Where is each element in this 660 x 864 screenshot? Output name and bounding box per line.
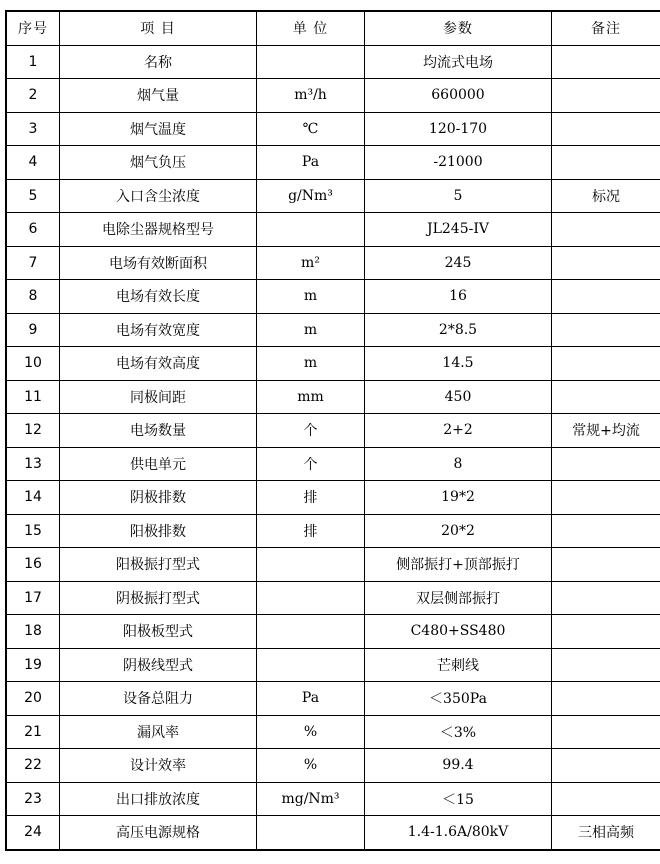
cell-unit: m [257, 280, 365, 314]
cell-item: 阳极振打型式 [60, 548, 257, 582]
cell-item: 阴极排数 [60, 481, 257, 515]
cell-item: 电场有效高度 [60, 347, 257, 381]
cell-note: 常规+均流 [552, 414, 660, 448]
cell-no: 18 [6, 615, 60, 649]
cell-no: 21 [6, 715, 60, 749]
table-row [6, 246, 660, 280]
table-row [6, 715, 660, 749]
table-row [6, 481, 660, 515]
cell-note [552, 749, 660, 783]
table-row [6, 414, 660, 448]
cell-no: 19 [6, 648, 60, 682]
cell-no: 11 [6, 380, 60, 414]
cell-param: 99.4 [365, 749, 552, 783]
table-row [6, 146, 660, 180]
cell-item: 名称 [60, 45, 257, 79]
cell-no: 8 [6, 280, 60, 314]
cell-item: 烟气负压 [60, 146, 257, 180]
cell-unit [257, 213, 365, 247]
cell-note: 三相高频 [552, 816, 660, 850]
cell-note [552, 112, 660, 146]
cell-item: 阴极振打型式 [60, 581, 257, 615]
table-header [6, 11, 660, 45]
header-note: 备注 [552, 11, 660, 45]
cell-unit: Pa [257, 682, 365, 716]
cell-note [552, 146, 660, 180]
cell-item: 漏风率 [60, 715, 257, 749]
cell-unit: m³/h [257, 79, 365, 113]
cell-no: 6 [6, 213, 60, 247]
cell-item: 烟气量 [60, 79, 257, 113]
header-param: 参数 [365, 11, 552, 45]
table-row [6, 112, 660, 146]
cell-note: 标况 [552, 179, 660, 213]
cell-item: 阴极线型式 [60, 648, 257, 682]
cell-unit [257, 648, 365, 682]
cell-no: 1 [6, 45, 60, 79]
cell-unit: mg/Nm³ [257, 782, 365, 816]
cell-no: 4 [6, 146, 60, 180]
cell-item: 电场有效断面积 [60, 246, 257, 280]
cell-param: 19*2 [365, 481, 552, 515]
cell-item: 阳极板型式 [60, 615, 257, 649]
cell-item: 供电单元 [60, 447, 257, 481]
table-row [6, 816, 660, 850]
cell-item: 出口排放浓度 [60, 782, 257, 816]
table-row [6, 179, 660, 213]
cell-param: 8 [365, 447, 552, 481]
cell-unit [257, 581, 365, 615]
table-row [6, 548, 660, 582]
table-row [6, 581, 660, 615]
table-row [6, 213, 660, 247]
table-row [6, 782, 660, 816]
cell-param: 5 [365, 179, 552, 213]
cell-note [552, 648, 660, 682]
cell-note [552, 79, 660, 113]
cell-param: 660000 [365, 79, 552, 113]
cell-note [552, 581, 660, 615]
cell-no: 2 [6, 79, 60, 113]
cell-unit: 排 [257, 514, 365, 548]
cell-note [552, 481, 660, 515]
cell-param: JL245-IV [365, 213, 552, 247]
cell-no: 7 [6, 246, 60, 280]
cell-param: 侧部振打+顶部振打 [365, 548, 552, 582]
cell-no: 15 [6, 514, 60, 548]
cell-unit: g/Nm³ [257, 179, 365, 213]
table-row [6, 79, 660, 113]
cell-no: 14 [6, 481, 60, 515]
cell-note [552, 514, 660, 548]
table-row [6, 45, 660, 79]
header-item: 项 目 [60, 11, 257, 45]
cell-param: 245 [365, 246, 552, 280]
cell-note [552, 280, 660, 314]
cell-param: 16 [365, 280, 552, 314]
cell-no: 17 [6, 581, 60, 615]
cell-param: 芒刺线 [365, 648, 552, 682]
cell-item: 电场有效宽度 [60, 313, 257, 347]
cell-no: 16 [6, 548, 60, 582]
table-row [6, 514, 660, 548]
cell-unit: m [257, 347, 365, 381]
cell-note [552, 782, 660, 816]
spec-table [5, 10, 660, 851]
cell-no: 9 [6, 313, 60, 347]
cell-param: 450 [365, 380, 552, 414]
cell-param: C480+SS480 [365, 615, 552, 649]
cell-no: 12 [6, 414, 60, 448]
cell-unit: ℃ [257, 112, 365, 146]
cell-param: ＜350Pa [365, 682, 552, 716]
cell-no: 22 [6, 749, 60, 783]
cell-no: 10 [6, 347, 60, 381]
cell-unit: m [257, 313, 365, 347]
cell-param: 120-170 [365, 112, 552, 146]
cell-note [552, 347, 660, 381]
table-row [6, 749, 660, 783]
cell-note [552, 615, 660, 649]
cell-item: 高压电源规格 [60, 816, 257, 850]
cell-item: 电场有效长度 [60, 280, 257, 314]
cell-param: 2+2 [365, 414, 552, 448]
cell-item: 阳极排数 [60, 514, 257, 548]
cell-param: -21000 [365, 146, 552, 180]
table-row [6, 447, 660, 481]
header-no: 序号 [6, 11, 60, 45]
cell-unit: 个 [257, 414, 365, 448]
cell-note [552, 447, 660, 481]
cell-item: 烟气温度 [60, 112, 257, 146]
cell-note [552, 548, 660, 582]
cell-param: 2*8.5 [365, 313, 552, 347]
table-row [6, 380, 660, 414]
table-body [6, 45, 660, 850]
cell-param: ＜15 [365, 782, 552, 816]
cell-no: 5 [6, 179, 60, 213]
cell-item: 电场数量 [60, 414, 257, 448]
cell-unit [257, 816, 365, 850]
cell-no: 13 [6, 447, 60, 481]
cell-param: 20*2 [365, 514, 552, 548]
cell-no: 3 [6, 112, 60, 146]
cell-item: 设备总阻力 [60, 682, 257, 716]
header-unit: 单 位 [257, 11, 365, 45]
cell-no: 24 [6, 816, 60, 850]
cell-param: 双层侧部振打 [365, 581, 552, 615]
cell-note [552, 213, 660, 247]
cell-item: 电除尘器规格型号 [60, 213, 257, 247]
cell-unit [257, 548, 365, 582]
cell-item: 入口含尘浓度 [60, 179, 257, 213]
header-row [6, 11, 660, 45]
cell-note [552, 313, 660, 347]
cell-item: 同极间距 [60, 380, 257, 414]
cell-unit [257, 615, 365, 649]
cell-item: 设计效率 [60, 749, 257, 783]
cell-unit: mm [257, 380, 365, 414]
cell-no: 20 [6, 682, 60, 716]
cell-unit: 个 [257, 447, 365, 481]
cell-unit: m² [257, 246, 365, 280]
cell-param: 14.5 [365, 347, 552, 381]
table-row [6, 280, 660, 314]
table-row [6, 648, 660, 682]
cell-unit: % [257, 749, 365, 783]
table-row [6, 347, 660, 381]
table-row [6, 313, 660, 347]
table-row [6, 682, 660, 716]
cell-note [552, 682, 660, 716]
table-row [6, 615, 660, 649]
cell-unit: % [257, 715, 365, 749]
cell-unit [257, 45, 365, 79]
cell-unit: 排 [257, 481, 365, 515]
cell-note [552, 246, 660, 280]
cell-note [552, 715, 660, 749]
cell-param: ＜3% [365, 715, 552, 749]
cell-no: 23 [6, 782, 60, 816]
cell-unit: Pa [257, 146, 365, 180]
cell-note [552, 380, 660, 414]
cell-param: 均流式电场 [365, 45, 552, 79]
cell-note [552, 45, 660, 79]
cell-param: 1.4-1.6A/80kV [365, 816, 552, 850]
